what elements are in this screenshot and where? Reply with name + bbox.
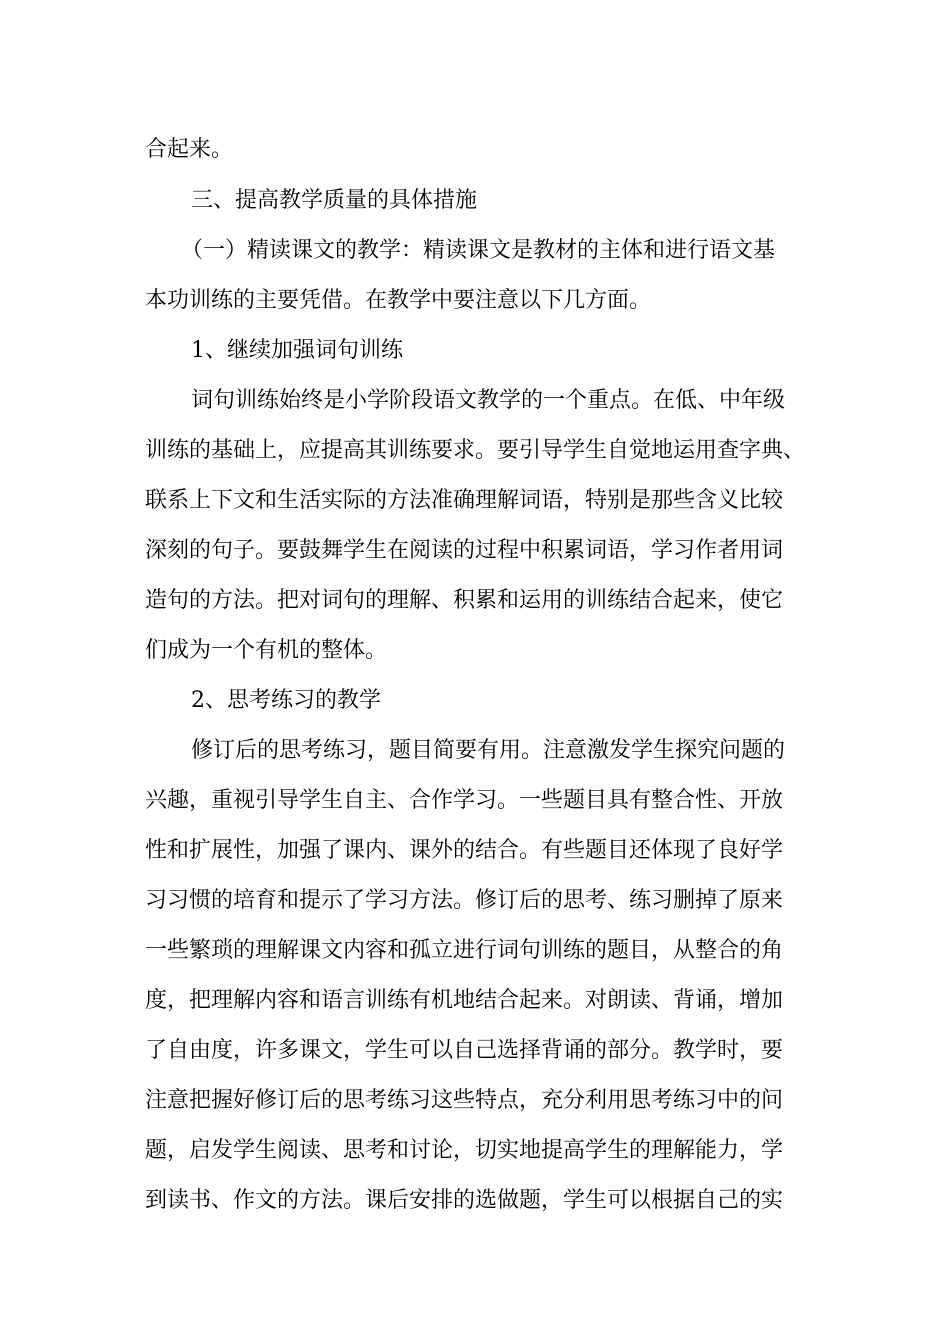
item-heading: 1、继续加强词句训练 (191, 338, 403, 363)
subsection-heading: （一）精读课文的教学：精读课文是教材的主体和进行语文基 (181, 238, 776, 263)
text-line: 训练的基础上，应提高其训练要求。要引导学生自觉地运用查字典、 (145, 438, 806, 463)
text-line: 兴趣，重视引导学生自主、合作学习。一些题目具有整合性、开放 (145, 788, 784, 813)
text-line: 深刻的句子。要鼓舞学生在阅读的过程中积累词语，学习作者用词 (145, 538, 784, 563)
text-line: 注意把握好修订后的思考练习这些特点，充分利用思考练习中的问 (145, 1088, 784, 1113)
text-line: 联系上下文和生活实际的方法准确理解词语，特别是那些含义比较 (145, 488, 784, 513)
text-line: 造句的方法。把对词句的理解、积累和运用的训练结合起来，使它 (145, 588, 784, 613)
text-line: 到读书、作文的方法。课后安排的选做题，学生可以根据自己的实 (145, 1188, 784, 1213)
text-line: 题，启发学生阅读、思考和讨论，切实地提高学生的理解能力，学 (145, 1138, 784, 1163)
section-heading: 三、提高教学质量的具体措施 (191, 188, 478, 213)
text-line: 性和扩展性，加强了课内、课外的结合。有些题目还体现了良好学 (145, 838, 784, 863)
text-line: 们成为一个有机的整体。 (145, 638, 388, 663)
item-heading: 2、思考练习的教学 (191, 688, 381, 713)
text-line: 本功训练的主要凭借。在教学中要注意以下几方面。 (145, 288, 652, 313)
text-line: 修订后的思考练习，题目简要有用。注意激发学生探究问题的 (191, 738, 786, 763)
text-line: 度，把理解内容和语言训练有机地结合起来。对朗读、背诵，增加 (145, 988, 784, 1013)
text-line: 词句训练始终是小学阶段语文教学的一个重点。在低、中年级 (191, 388, 786, 413)
text-line: 了自由度，许多课文，学生可以自己选择背诵的部分。教学时，要 (145, 1038, 784, 1063)
text-line: 一些繁琐的理解课文内容和孤立进行词句训练的题目，从整合的角 (145, 938, 784, 963)
text-line: 习习惯的培育和提示了学习方法。修订后的思考、练习删掉了原来 (145, 888, 784, 913)
text-line: 合起来。 (145, 137, 234, 162)
